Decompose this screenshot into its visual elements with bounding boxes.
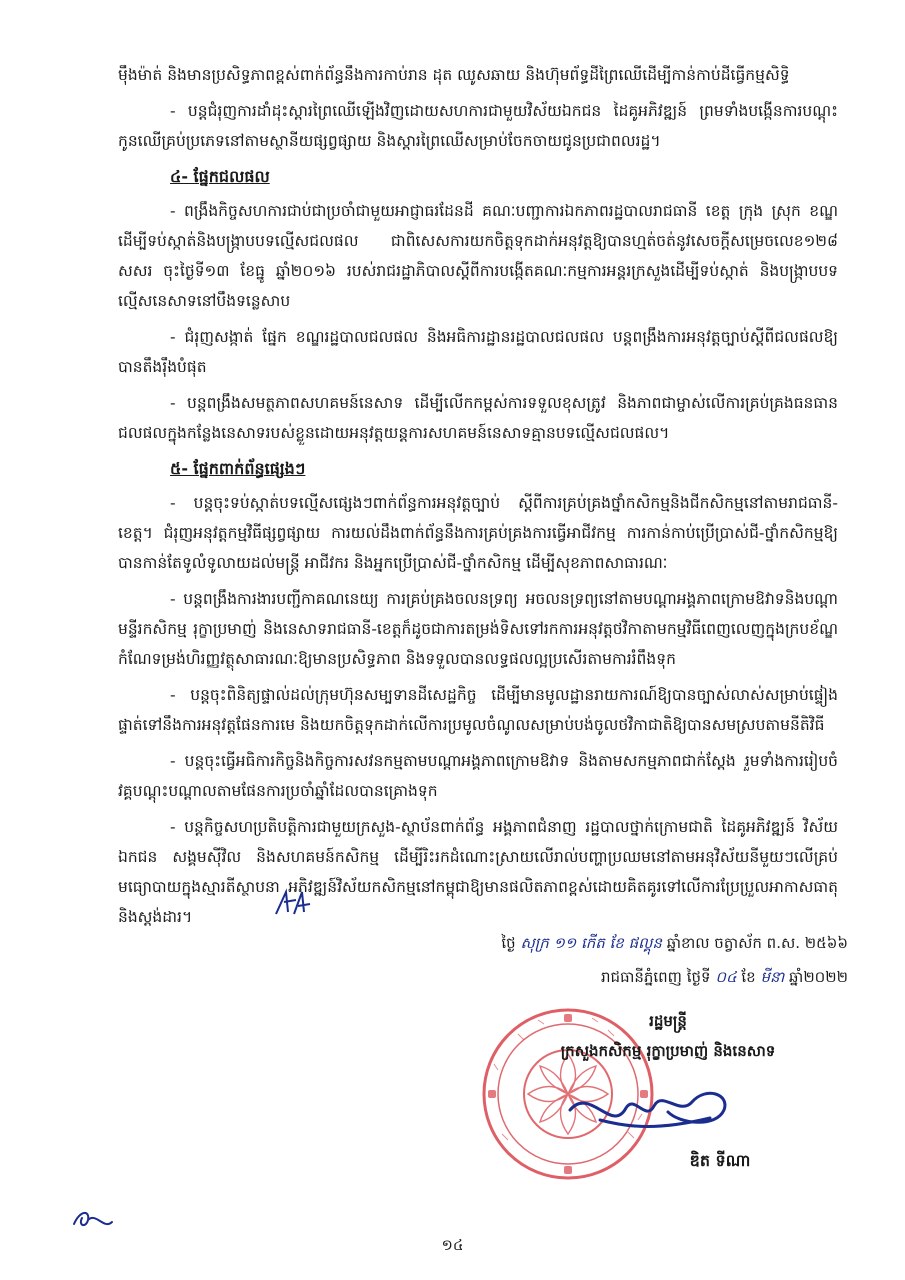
signatory-name: ឌិត ទីណា	[689, 1151, 751, 1170]
solar-month-handwritten: មីនា	[760, 968, 785, 986]
paragraph-related-4: - បន្តចុះធ្វើអធិការកិច្ចនិងកិច្ចការសវនកម្មតាមបណ្តាអង្គភាពក្រោមឱវាទ និងតាមសកម្មភាពជាក់ស្តែង រួមទាំងការរៀបចំវគ្គបណ្តុះបណ្តាលតាមផែនការប្រចាំឆ្នាំដែលបានគ្រោងទុក	[118, 752, 838, 800]
corner-initial-icon	[70, 1204, 116, 1234]
page-number: ១៤	[441, 1236, 464, 1254]
paragraph-reforestation: - បន្តជំរុញការដាំដុះស្តារព្រៃឈើឡើងវិញដោយសហការជាមួយវិស័យឯកជន ដៃគូអភិវឌ្ឍន៍ ព្រមទាំងបង្កើនការបណ្តុះកូនឈើគ្រប់ប្រភេទនៅតាមស្ថានីយផ្សព្វផ្សាយ និងស្តារព្រៃឈើសម្រាប់ចែកចាយជូនប្រជាពលរដ្ឋ។	[118, 102, 838, 150]
paragraph-related-2: - បន្តពង្រឹងការងារបញ្ជីកាគណនេយ្យ ការគ្រប់គ្រងចលនទ្រព្យ អចលនទ្រព្យនៅតាមបណ្តាអង្គភាពក្រោមឱវាទនិងបណ្តាមន្ទីរកសិកម្ម រុក្ខាប្រមាញ់ និងនេសាទរាជធានី-ខេត្តក៏ដូចជាការតម្រង់ទិសទៅរកការអនុវត្តថវិកាតាមកម្មវិធីពេញលេញក្នុងក្របខ័ណ្ឌកំណែទម្រង់ហិរញ្ញវត្ថុសាធារណៈឱ្យមានប្រសិទ្ធភាព និងទទួលបានលទ្ធផលល្អប្រសើរតាមការរំពឹងទុក	[118, 590, 838, 668]
paragraph-related-3: - បន្តចុះពិនិត្យផ្ទាល់ដល់ក្រុមហ៊ុនសម្បទានដីសេដ្ឋកិច្ច ដើម្បីមានមូលដ្ឋានរាយការណ៍ឱ្យបានច្បាស់លាស់សម្រាប់ផ្ទៀងផ្ទាត់ទៅនឹងការអនុវត្តផែនការមេ និងយកចិត្តទុកដាក់លើការប្រមូលចំណូលសម្រាប់បង់ចូលថវិកាជាតិឱ្យបានសមស្របតាមនីតិវិធី	[118, 686, 838, 734]
lunar-date-line: ថ្ងៃ សុក្រ ១១ កើត ខែ ផល្គុន ឆ្នាំខាល ចត្វាស័ក ព.ស. ២៥៦៦	[501, 934, 848, 952]
paragraph-fisheries-1: - ពង្រឹងកិច្ចសហការជាប់ជាប្រចាំជាមួយអាជ្ញាធរដែនដី គណៈបញ្ជាការឯកភាពរដ្ឋបាលរាជធានី ខេត្ត ក្រុង ស្រុក ខណ្ឌ ដើម្បីទប់ស្កាត់និងបង្ក្រាបបទល្មើសជលផល ជាពិសេសការយកចិត្តទុកដាក់អនុវត្តឱ្យបានហ្មត់ចត់នូវសេចក្តីសម្រេចលេខ១២៨ សសរ ចុះថ្ងៃទី១៣ ខែធ្នូ ឆ្នាំ២០១៦ របស់រាជរដ្ឋាភិបាលស្តីពីការបង្កើតគណៈកម្មការអន្តរក្រសួងដើម្បីទប់ស្កាត់ និងបង្ក្រាបបទល្មើសនេសាទនៅបឹងទន្លេសាប	[118, 202, 838, 310]
paragraph-related-5: - បន្តកិច្ចសហប្រតិបត្តិការជាមួយក្រសួង-ស្ថាប័នពាក់ព័ន្ធ អង្គភាពជំនាញ រដ្ឋបាលថ្នាក់ក្រោមជាតិ ដៃគូអភិវឌ្ឍន៍ វិស័យឯកជន សង្គមស៊ីវិល និងសហគមន៍កសិកម្ម ដើម្បីរិះរកដំណោះស្រាយលើរាល់បញ្ហាប្រឈមនៅតាមអនុវិស័យនីមួយៗលើគ្រប់មធ្យោបាយក្នុងស្មារតីស្ថាបនា អភិវឌ្ឍន៍វិស័យកសិកម្មនៅកម្ពុជាឱ្យមានផលិតភាពខ្ពស់ដោយគិតគូរទៅលើការប្រែប្រួលអាកាសធាតុ និងស្តង់ដារ។	[118, 818, 838, 926]
paragraph-intro: ម៉ឹងម៉ាត់ និងមានប្រសិទ្ធភាពខ្ពស់ពាក់ព័ន្ធនឹងការកាប់រាន ដុត ឈូសឆាយ និងហ៊ុមព័ទ្ធដីព្រៃឈើដើម្បីកាន់កាប់ដីធ្វើកម្មសិទ្ធិ	[118, 66, 790, 84]
lunar-date-handwritten: សុក្រ ១១ កើត ខែ ផល្គុន	[520, 934, 662, 952]
signatory-title: រដ្ឋមន្ត្រី	[649, 1012, 687, 1030]
date-block	[428, 926, 848, 994]
solar-date-line: រាជធានីភ្នំពេញ ថ្ងៃទី ០៤ ខែ មីនា ឆ្នាំ២០២២	[601, 968, 848, 986]
paragraph-fisheries-2: - ជំរុញសង្កាត់ ផ្នែក ខណ្ឌរដ្ឋបាលជលផល និងអធិការដ្ឋានរដ្ឋបាលជលផល បន្តពង្រឹងការអនុវត្តច្បាប់ស្តីពីជលផលឱ្យបានតឹងរ៉ឹងបំផុត	[118, 328, 838, 376]
initial-mark-icon	[272, 888, 312, 918]
paragraph-fisheries-3: - បន្តពង្រឹងសមត្ថភាពសហគមន៍នេសាទ ដើម្បីលើកកម្ពស់ការទទួលខុសត្រូវ និងភាពជាម្ចាស់លើការគ្រប់គ្រងធនធានជលផលក្នុងកន្លែងនេសាទរបស់ខ្លួនដោយអនុវត្តយន្តការសហគមន៍នេសាទគ្មានបទល្មើសជលផល។	[118, 394, 838, 442]
section-heading-related: ៥- ផ្នែកពាក់ព័ន្ធផ្សេងៗ	[170, 459, 306, 478]
solar-day-handwritten: ០៤	[715, 968, 737, 986]
document-body	[118, 60, 838, 938]
section-heading-fisheries: ៤- ផ្នែកជលផល	[170, 167, 270, 186]
signature-title-block	[488, 1006, 848, 1066]
paragraph-related-1: - បន្តចុះទប់ស្កាត់បទល្មើសផ្សេងៗពាក់ព័ន្ធការអនុវត្តច្បាប់ ស្តីពីការគ្រប់គ្រងថ្នាំកសិកម្មនិងជីកសិកម្មនៅតាមរាជធានី-ខេត្ត។ ជំរុញអនុវត្តកម្មវិធីផ្សព្វផ្សាយ ការយល់ដឹងពាក់ព័ន្ធនឹងការគ្រប់គ្រងការធ្វើអាជីវកម្ម ការកាន់កាប់ប្រើប្រាស់ជី-ថ្នាំកសិកម្មឱ្យបានកាន់តែទូលំទូលាយដល់មន្ត្រី អាជីវករ និងអ្នកប្រើប្រាស់ជី-ថ្នាំកសិកម្ម ដើម្បីសុខភាពសាធារណៈ	[118, 494, 838, 572]
minister-signature-icon	[560, 1076, 740, 1156]
ministry-name: ក្រសួងកសិកម្ម រុក្ខាប្រមាញ់ និងនេសាទ	[560, 1042, 776, 1060]
